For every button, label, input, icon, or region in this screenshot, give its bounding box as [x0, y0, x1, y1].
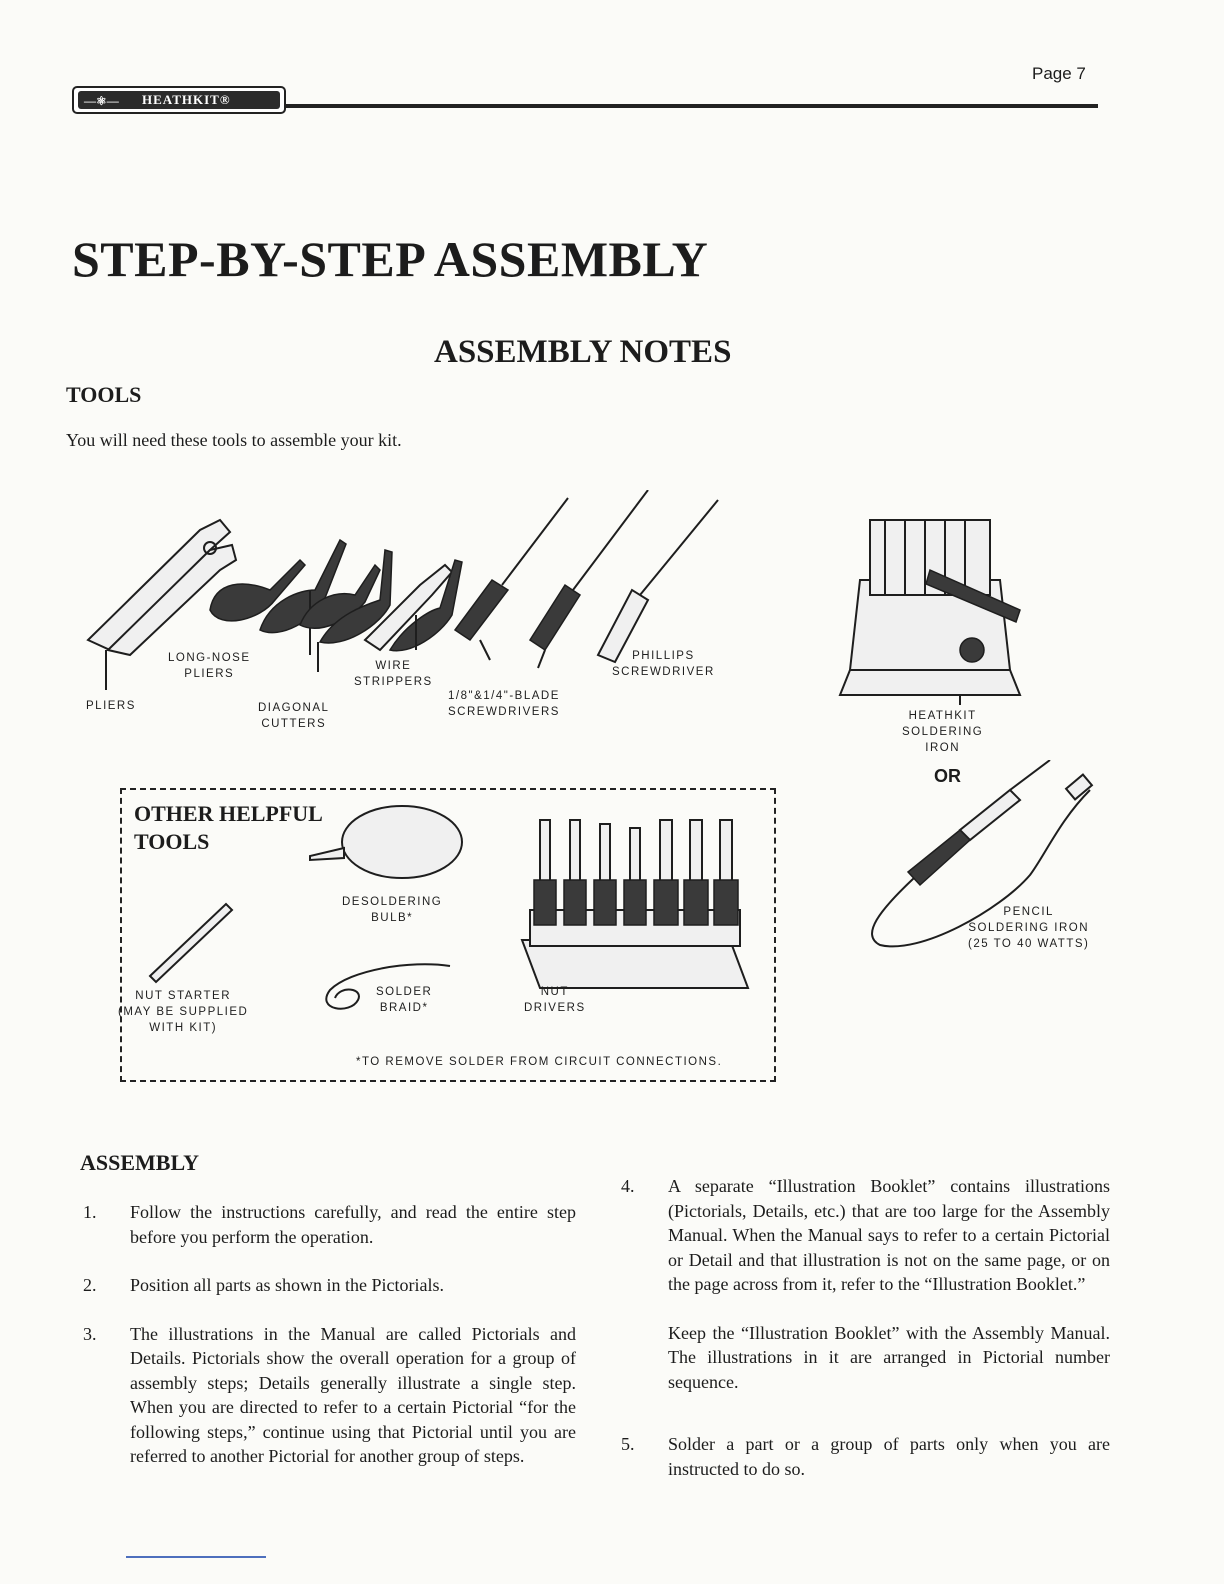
assembly-step-4-note: Keep the “Illustration Booklet” with the Assembly Manual. The illustrations in it are arranged in Pictorial number sequence.	[668, 1322, 1110, 1392]
heathkit-logo-band	[78, 91, 280, 109]
phillips-screwdriver-icon	[598, 500, 718, 662]
helpful-tools-footnote: *TO REMOVE SOLDER FROM CIRCUIT CONNECTIONS.	[356, 1056, 723, 1068]
assembly-heading: ASSEMBLY	[80, 1150, 200, 1175]
assembly-column-right	[621, 1174, 1110, 1481]
page-title: STEP-BY-STEP ASSEMBLY	[72, 231, 709, 287]
label-phillips-screwdriver: PHILLIPS SCREWDRIVER	[612, 650, 715, 678]
diagonal-cutters-icon	[300, 550, 392, 672]
soldering-iron-station-icon	[840, 520, 1020, 705]
other-helpful-tools-heading: OTHER HELPFUL TOOLS	[134, 801, 323, 854]
brand-name: HEATHKIT®	[142, 92, 231, 107]
nut-drivers-icon	[522, 820, 748, 988]
label-heathkit-soldering-iron: HEATHKIT SOLDERING IRON	[902, 710, 984, 754]
label-nut-drivers: NUT DRIVERS	[524, 986, 586, 1014]
section-title: ASSEMBLY NOTES	[434, 334, 732, 370]
tools-heading: TOOLS	[66, 382, 142, 407]
label-nut-starter: NUT STARTER (MAY BE SUPPLIED WITH KIT)	[118, 990, 249, 1034]
page-number: Page 7	[1032, 64, 1086, 83]
or-label: OR	[934, 766, 961, 786]
assembly-step-5: 5. Solder a part or a group of parts only when you are instructed to do so.	[621, 1434, 1110, 1479]
label-solder-braid: SOLDER BRAID*	[376, 986, 433, 1014]
assembly-step-2: 2. Position all parts as shown in the Pictorials.	[83, 1275, 444, 1295]
footer-rule	[126, 1556, 266, 1558]
desoldering-bulb-icon	[310, 806, 462, 878]
tools-intro: You will need these tools to assemble your kit.	[66, 430, 402, 450]
heathkit-logo	[72, 86, 286, 114]
assembly-step-1: 1. Follow the instructions carefully, and read the entire step before you perform the operation.	[83, 1202, 576, 1247]
assembly-column-left	[83, 1200, 576, 1469]
label-desoldering-bulb: DESOLDERING BULB*	[342, 896, 443, 924]
label-diagonal-cutters: DIAGONAL CUTTERS	[258, 702, 330, 730]
label-long-nose-pliers: LONG-NOSE PLIERS	[168, 652, 251, 680]
label-pencil-soldering-iron: PENCIL SOLDERING IRON (25 TO 40 WATTS)	[968, 906, 1090, 950]
label-wire-strippers: WIRE STRIPPERS	[354, 660, 433, 688]
nut-starter-icon	[150, 904, 232, 982]
label-blade-screwdrivers: 1/8"&1/4"-BLADE SCREWDRIVERS	[448, 690, 560, 718]
label-pliers: PLIERS	[86, 700, 136, 712]
assembly-step-3: 3. The illustrations in the Manual are called Pictorials and Details. Pictorials show the overall operation for a group of assembly steps; Details generally illustrate a single step. When you are directed to refer to a certain Pictorial “for the following steps,” continue using that Pictorial until you are referred to another Pictorial for another group of steps.	[83, 1323, 576, 1466]
assembly-step-4: 4. A separate “Illustration Booklet” contains illustrations (Pictorials, Details, etc.) that are too large for the Assembly Manual. When the Manual says to refer to a certain Pictorial or Detail and that illustration is not on the same page, or on the page across from it, refer to the “Illustration Booklet.”	[621, 1176, 1110, 1294]
atom-icon: —⚛—	[84, 94, 119, 108]
header-rule	[286, 104, 1098, 108]
